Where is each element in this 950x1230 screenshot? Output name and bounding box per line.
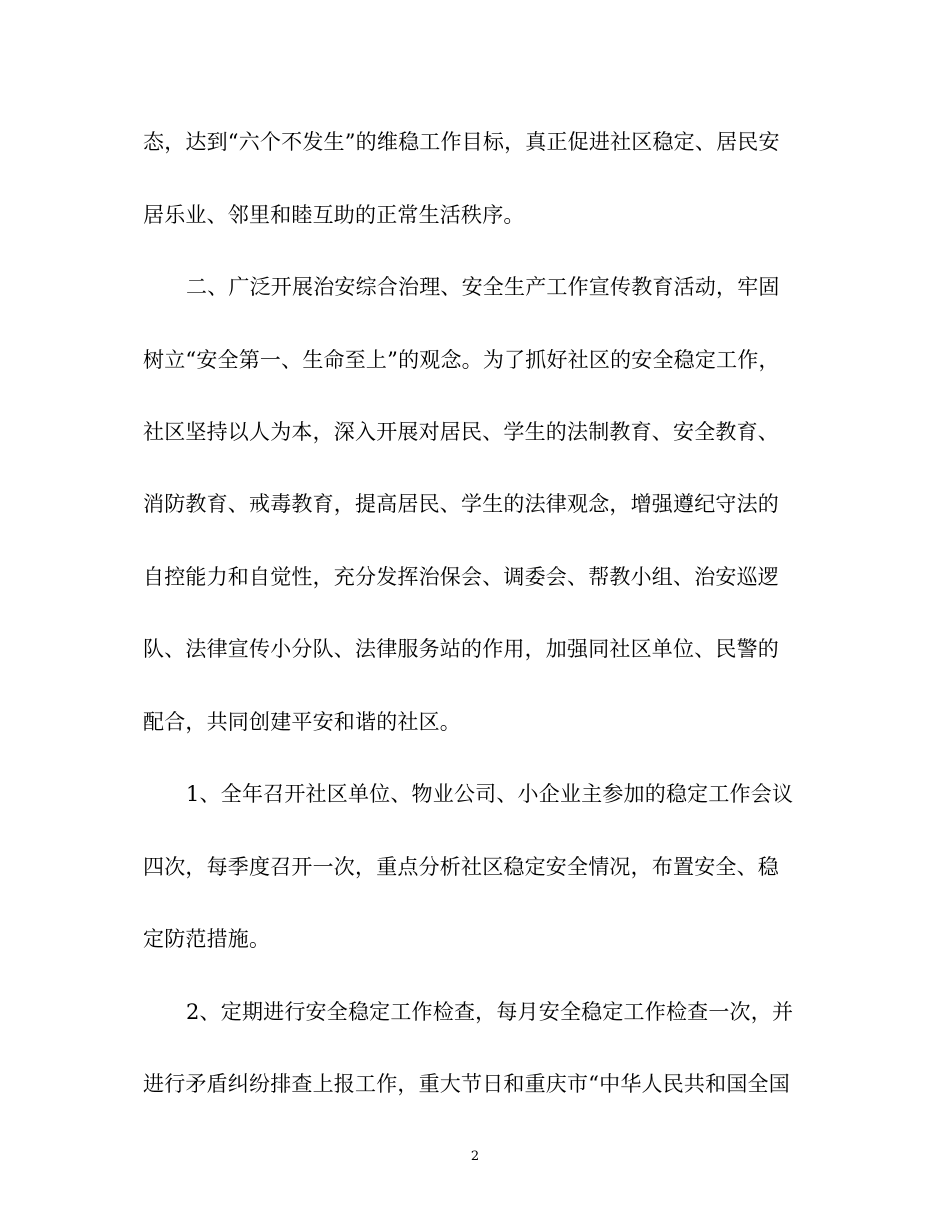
- text-line: 自控能力和自觉性，充分发挥治保会、调委会、帮教小组、治安巡逻: [143, 565, 779, 589]
- text-line: 树立“安全第一、生命至上”的观念。为了抓好社区的安全稳定工作，: [143, 348, 780, 372]
- page-number: 2: [470, 1149, 480, 1164]
- text-line: 消防教育、戒毒教育，提高居民、学生的法律观念，增强遵纪守法的: [143, 492, 779, 516]
- paragraph-start-line: 1、全年召开社区单位、物业公司、小企业主参加的稳定工作会议: [186, 782, 794, 806]
- text-line: 态，达到“六个不发生”的维稳工作目标，真正促进社区稳定、居民安: [143, 130, 780, 154]
- text-line: 定防范措施。: [143, 927, 271, 951]
- text-line: 居乐业、邻里和睦互助的正常生活秩序。: [143, 203, 525, 227]
- text-line: 进行矛盾纠纷排查上报工作，重大节日和重庆市“中华人民共和国全国: [143, 1072, 790, 1096]
- paragraph-start-line: 2、定期进行安全稳定工作检查，每月安全稳定工作检查一次，并: [186, 1000, 794, 1024]
- text-line: 四次，每季度召开一次，重点分析社区稳定安全情况，布置安全、稳: [143, 855, 779, 879]
- paragraph-start-line: 二、广泛开展治安综合治理、安全生产工作宣传教育活动，牢固: [186, 275, 780, 299]
- text-line: 配合，共同创建平安和谐的社区。: [143, 710, 461, 734]
- text-line: 队、法律宣传小分队、法律服务站的作用，加强同社区单位、民警的: [143, 637, 779, 661]
- text-line: 社区坚持以人为本，深入开展对居民、学生的法制教育、安全教育、: [143, 420, 779, 444]
